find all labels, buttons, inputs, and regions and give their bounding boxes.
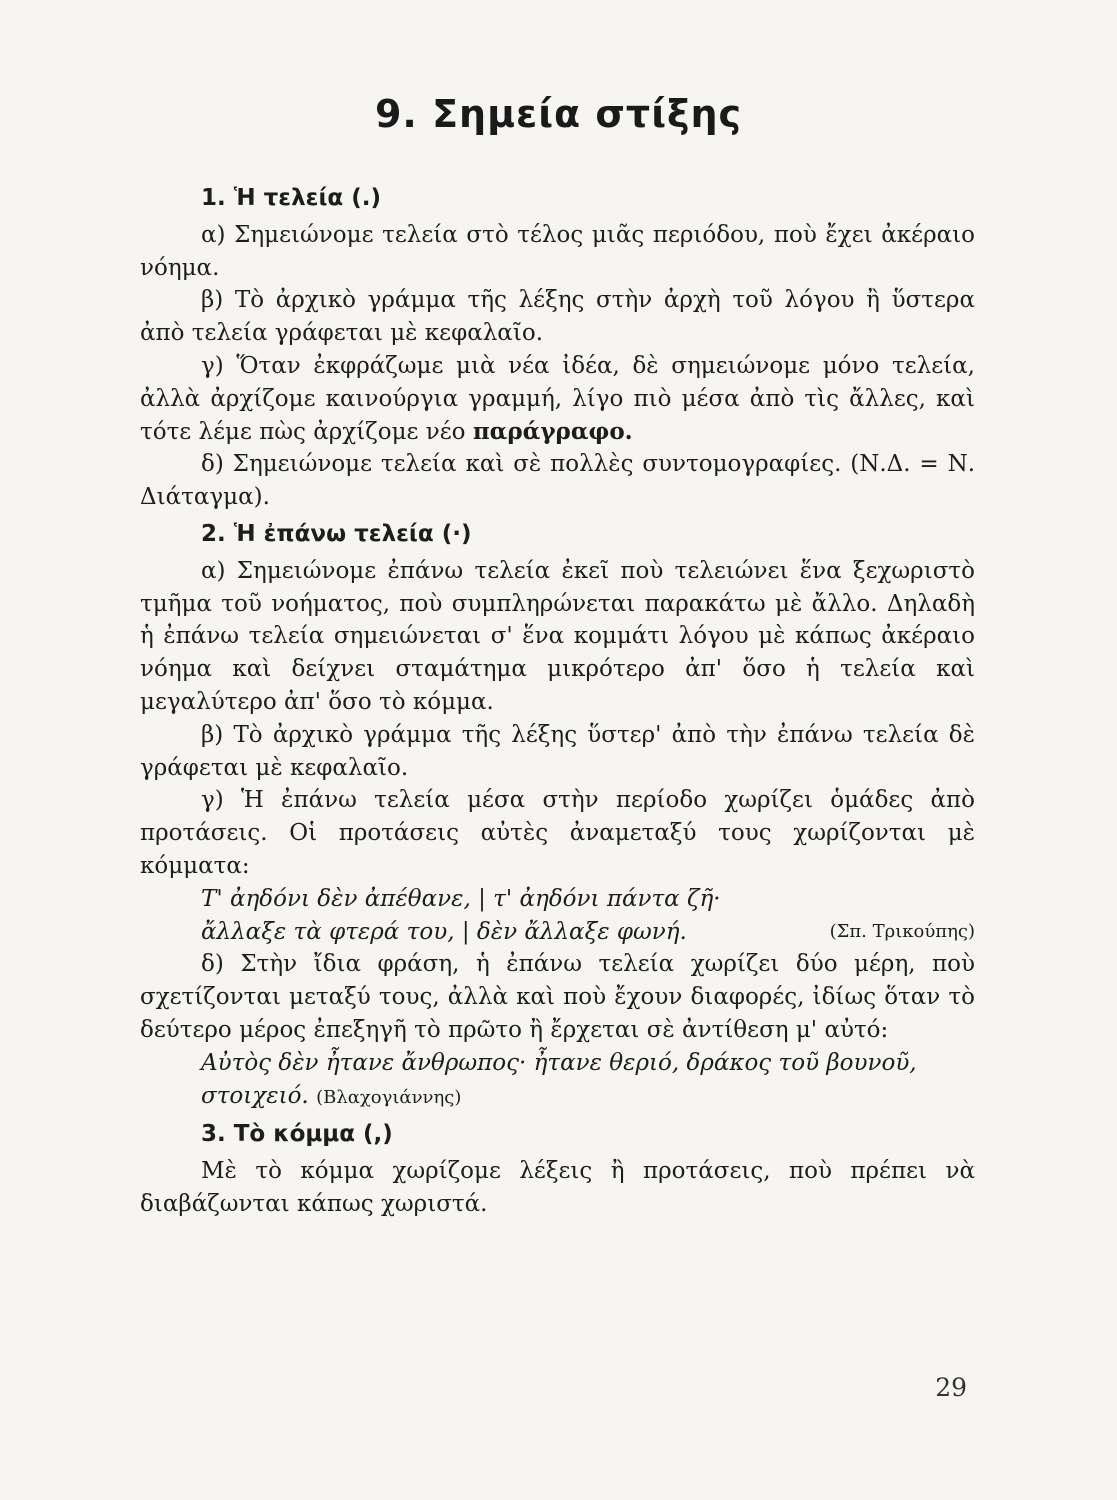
quote (140, 1047, 975, 1115)
page-number: 29 (935, 1373, 967, 1402)
paragraph-1a: α) Σημειώνομε τελεία στὸ τέλος μιᾶς περιόδου, ποὺ ἔχει ἀκέραιο νόημα. (140, 221, 975, 281)
page-title: 9. Σημεία στίξης (374, 92, 743, 136)
paragraph-1c-bold: παράγραφο. (472, 417, 633, 445)
section-heading-epano-teleia: 2. Ἡ ἐπάνω τελεία (·) (201, 520, 472, 547)
paragraph-1b: β) Τὸ ἀρχικὸ γράμμα τῆς λέξης στὴν ἀρχὴ τοῦ λόγου ἢ ὕστερα ἀπὸ τελεία γράφεται μὲ κεφαλαῖο. (140, 287, 975, 347)
verse-line-1: Τ' ἀηδόνι δὲν ἀπέθανε, | τ' ἀηδόνι πάντα ζῆ· (201, 885, 721, 912)
paragraph-1c (140, 350, 975, 448)
verse-line-2 (140, 916, 975, 949)
quote-text: Αὐτὸς δὲν ἦτανε ἄνθρωπος· ἦτανε θεριό, δράκος τοῦ βουνοῦ, στοιχειό. (201, 1049, 917, 1109)
paragraph-2a: α) Σημειώνομε ἐπάνω τελεία ἐκεῖ ποὺ τελειώνει ἕνα ξεχωριστὸ τμῆμα τοῦ νοήματος, ποὺ συμπληρώνεται παρακάτω μὲ ἄλλο. Δηλαδὴ ἡ ἐπάνω τελεία σημειώνεται σ' ἕνα κομμάτι λόγου μὲ κάπως ἀκέραιο νόημα καὶ δείχνει σταμάτημα μικρότερο ἀπ' ὅσο ἡ τελεία καὶ μεγαλύτερο ἀπ' ὅσο τὸ κόμμα. (140, 557, 975, 715)
section-heading-komma: 3. Τὸ κόμμα (,) (201, 1121, 393, 1148)
paragraph-2d: δ) Στὴν ἴδια φράση, ἡ ἐπάνω τελεία χωρίζει δύο μέρη, ποὺ σχετίζονται μεταξύ τους, ἀλλὰ καὶ ποὺ ἔχουν διαφορές, ἰδίως ὅταν τὸ δεύτερο μέρος ἐπεξηγῆ τὸ πρῶτο ἢ ἔρχεται σὲ ἀντίθεση μ' αὐτό: (140, 951, 975, 1043)
quote-source: (Βλαχογιάννης) (316, 1086, 462, 1108)
section-heading-teleia: 1. Ἡ τελεία (.) (201, 185, 382, 211)
verse-line-2-text: ἄλλαξε τὰ φτερά του, | δὲν ἄλλαξε φωνή. (201, 918, 687, 945)
paragraph-1d: δ) Σημειώνομε τελεία καὶ σὲ πολλὲς συντομογραφίες. (Ν.Δ. = Ν. Διάταγμα). (140, 451, 975, 511)
paragraph-2c: γ) Ἡ ἐπάνω τελεία μέσα στὴν περίοδο χωρίζει ὁμάδες ἀπὸ προτάσεις. Οἱ προτάσεις αὐτὲς ἀναμεταξύ τους χωρίζονται μὲ κόμματα: (140, 787, 975, 879)
text-body (140, 182, 975, 1221)
paragraph-3: Μὲ τὸ κόμμα χωρίζομε λέξεις ἢ προτάσεις, ποὺ πρέπει νὰ διαβάζωνται κάπως χωριστά. (140, 1158, 975, 1217)
verse-source: (Σπ. Τρικούπης) (829, 920, 975, 942)
paragraph-2b: β) Τὸ ἀρχικὸ γράμμα τῆς λέξης ὕστερ' ἀπὸ τὴν ἐπάνω τελεία δὲ γράφεται μὲ κεφαλαῖο. (140, 721, 975, 781)
paragraph-1c-text: γ) Ὅταν ἐκφράζωμε μιὰ νέα ἰδέα, δὲ σημειώνομε μόνο τελεία, ἀλλὰ ἀρχίζομε καινούργια γραμμή, λίγο πιὸ μέσα ἀπὸ τὶς ἄλλες, καὶ τότε λέμε πὼς ἀρχίζομε νέο (140, 352, 975, 445)
